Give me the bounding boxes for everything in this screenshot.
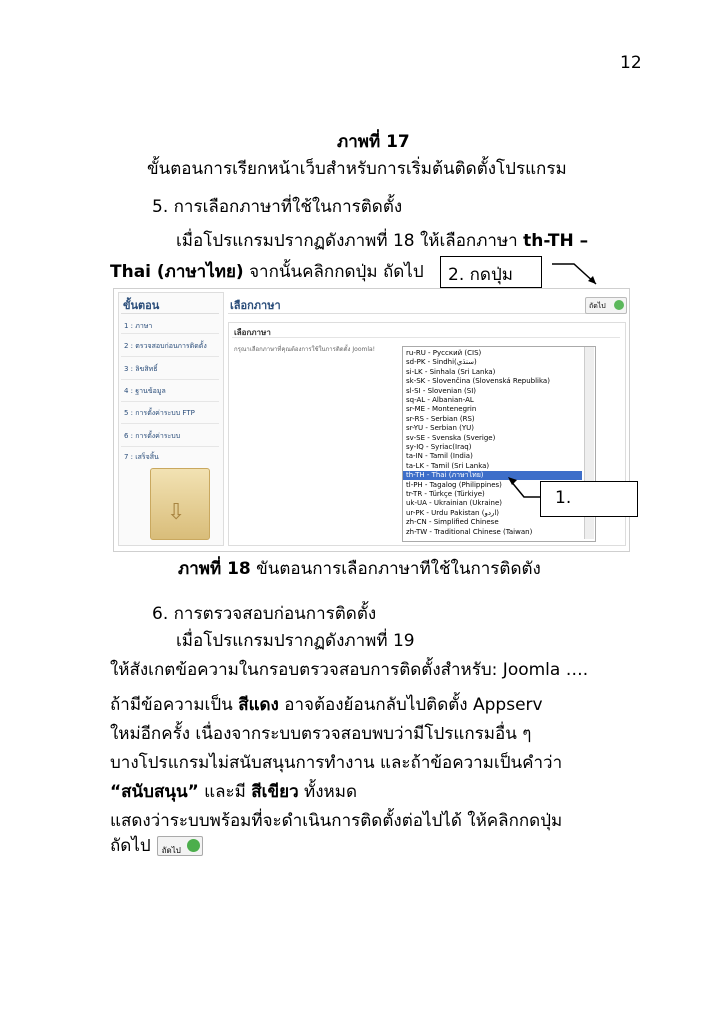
inline-next-button <box>157 836 203 856</box>
callout-1 <box>540 481 638 517</box>
callout-1-label: 1. <box>555 488 572 508</box>
figure-17-caption: ขั้นตอนการเรียกหน้าเว็บสำหรับการเริ่มต้นติดตั้งโปรแกรม <box>147 159 567 179</box>
sidebar-item: 5 : การตั้งค่าระบบ FTP <box>124 409 195 417</box>
language-option[interactable]: sr-RS - Serbian (RS) <box>406 414 475 423</box>
language-option[interactable]: th-TH - Thai (ภาษาไทย) <box>403 471 582 480</box>
language-option[interactable]: ta-IN - Tamil (India) <box>406 452 473 461</box>
language-option[interactable]: tr-TR - Türkçe (Türkiye) <box>406 490 485 498</box>
red-word: สีแดง <box>238 695 279 715</box>
down-arrow-icon: ⇩ <box>167 500 186 525</box>
callout-1-arrow <box>510 480 540 497</box>
text: เมื่อโปรแกรมปรากฏดังภาพที่ 18 ให้เลือกภาษา <box>176 231 524 251</box>
page-number: 12 <box>620 53 642 73</box>
text: ถัดไป <box>110 836 151 856</box>
text: ขันตอนการเลือกภาษาทีใช้ในการติดตัง <box>250 559 541 579</box>
text: ทั้งหมด <box>298 782 357 802</box>
language-option[interactable]: ru-RU - Русский (CIS) <box>406 349 482 357</box>
section-6-line-7: แสดงว่าระบบพร้อมที่จะดำเนินการติดตั้งต่อไปได้ ให้คลิกกดปุ่ม <box>110 811 563 831</box>
section-6-line-2: ให้สังเกตข้อความในกรอบตรวจสอบการติดตั้งสำหรับ: Joomla …. <box>110 660 589 680</box>
language-option[interactable]: ur-PK - Urdu Pakistan (اردو) <box>406 508 499 517</box>
section-6-line-5: บางโปรแกรมไม่สนับสนุนการทำงาน และถ้าข้อความเป็นคำว่า <box>110 753 563 773</box>
language-option[interactable]: sv-SE - Svenska (Sverige) <box>406 433 496 442</box>
callout-1-arrowhead <box>508 477 517 485</box>
next-arrow-icon <box>187 839 200 852</box>
sidebar-item: 7 : เสร็จสิ้น <box>124 453 159 461</box>
callout-2-label: 2. กดปุ่ม <box>448 265 513 285</box>
language-option[interactable]: zh-TW - Traditional Chinese (Taiwan) <box>406 527 533 536</box>
lang-code-bold: th-TH – <box>523 231 589 251</box>
section-6-line-1: เมื่อโปรแกรมปรากฏดังภาพที่ 19 <box>176 631 415 651</box>
language-option[interactable]: sr-ME - Montenegrin <box>406 405 477 414</box>
main-title: เลือกภาษา <box>230 299 281 312</box>
section-6-line-3 <box>110 694 543 716</box>
language-option[interactable]: sk-SK - Slovenčina (Slovenská Republika) <box>406 377 550 386</box>
sidebar-item: 1 : ภาษา <box>124 322 153 330</box>
language-option[interactable]: ta-LK - Tamil (Sri Lanka) <box>406 461 490 470</box>
text: และมี <box>198 782 252 802</box>
text: อาจต้องย้อนกลับไปติดตั้ง Appserv <box>278 695 543 715</box>
sidebar-item: 4 : ฐานข้อมูล <box>124 387 166 395</box>
figure-18-caption <box>178 558 541 580</box>
text: จากนั้นคลิกกดปุ่ม ถัดไป <box>243 262 424 282</box>
panel-title: เลือกภาษา <box>234 328 271 337</box>
inline-next-label: ถัดไป <box>161 846 181 855</box>
next-button-label: ถัดไป <box>589 302 606 310</box>
sidebar-title: ขั้นตอน <box>123 299 160 312</box>
figure-18-label: ภาพที่ 18 <box>178 559 251 579</box>
sidebar-item: 3 : ลิขสิทธิ์ <box>124 365 158 373</box>
panel-description: กรุณาเลือกภาษาที่คุณต้องการใช้ในการติดตั้ง Joomla! <box>234 346 376 353</box>
supported-word: “สนับสนุน” <box>110 782 199 802</box>
section-5-heading: 5. การเลือกภาษาที่ใช้ในการติดตั้ง <box>152 197 403 217</box>
language-option[interactable]: sq-AL - Albanian-AL <box>406 396 474 404</box>
sidebar-item: 2 : ตรวจสอบก่อนการติดตั้ง <box>124 342 207 350</box>
language-option[interactable]: sl-SI - Slovenian (SI) <box>406 386 477 395</box>
green-word: สีเขียว <box>251 782 299 802</box>
lang-name-bold: Thai (ภาษาไทย) <box>110 262 244 282</box>
language-option[interactable]: sy-IQ - Syriac(Iraq) <box>406 443 472 451</box>
language-option[interactable]: sd-PK - Sindhi(سنڌي) <box>406 358 477 367</box>
language-option[interactable]: tl-PH - Tagalog (Philippines) <box>406 480 502 489</box>
language-option[interactable]: uk-UA - Ukrainian (Ukraine) <box>406 499 503 508</box>
section-6-line-8 <box>110 835 203 857</box>
text: ถ้ามีข้อความเป็น <box>110 695 239 715</box>
language-option[interactable]: sr-YU - Serbian (YU) <box>406 424 474 433</box>
sidebar-item: 6 : การตั้งค่าระบบ <box>124 432 181 440</box>
language-option[interactable]: si-LK - Sinhala (Sri Lanka) <box>406 367 496 376</box>
callout-2 <box>440 256 542 288</box>
language-option[interactable]: zh-CN - Simplified Chinese <box>406 518 499 527</box>
section-6-heading: 6. การตรวจสอบก่อนการติดตั้ง <box>152 604 377 624</box>
figure-17-title: ภาพที่ 17 <box>337 132 410 152</box>
section-6-line-4: ใหม่อีกครั้ง เนื่องจากระบบตรวจสอบพบว่ามีโปรแกรมอื่น ๆ <box>110 724 532 744</box>
section-6-line-6 <box>110 781 357 803</box>
